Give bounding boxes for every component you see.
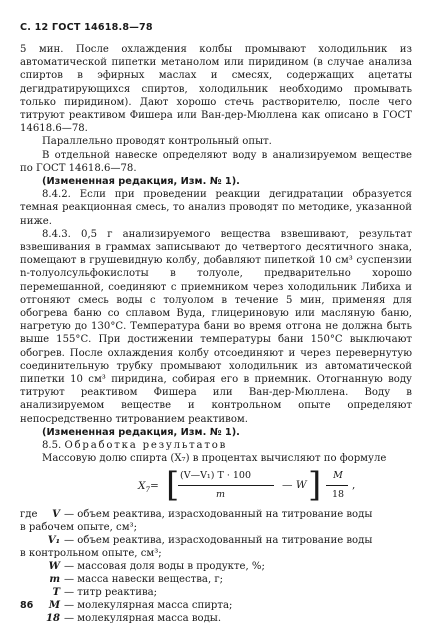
- formula-molar-numerator: M: [333, 469, 343, 481]
- definition-item: V₁ — объем реактива, израсходованный на титрование воды: [47, 534, 373, 546]
- definitions-lead: где: [20, 508, 38, 520]
- formula-left-bracket: [: [166, 464, 180, 505]
- formula-right-bracket: ]: [308, 464, 322, 505]
- edit-note-1: (Измененная редакция, Изм. № 1).: [42, 176, 240, 188]
- formula-lhs: $X_7=$: [138, 479, 159, 494]
- section-heading: [20, 439, 412, 452]
- definition-continuation: в контрольном опыте, см³;: [20, 547, 162, 559]
- definition-continuation: в рабочем опыте, см³;: [20, 521, 137, 533]
- definition-item: 18 — молекулярная масса воды.: [45, 612, 222, 624]
- page-header: С. 12 ГОСТ 14618.8—78: [20, 22, 153, 33]
- definition-item: где V — объем реактива, израсходованный на титрование воды: [20, 508, 373, 520]
- formula-molar-bar: [326, 485, 348, 486]
- formula-fraction-bar: [178, 485, 274, 486]
- paragraph-2: Параллельно проводят контрольный опыт.: [42, 136, 272, 148]
- formula: [20, 464, 412, 506]
- section-number: 8.5.: [42, 440, 62, 452]
- formula-minus-w: — W: [282, 478, 307, 491]
- definition-item: T — титр реактива;: [52, 586, 158, 598]
- page-number: 86: [20, 600, 34, 611]
- paragraph-formula-intro: Массовую долю спирта (X₇) в процентах вычисляют по формуле: [42, 453, 387, 465]
- definition-item: m — масса навески вещества, г;: [49, 573, 224, 585]
- formula-molar-denominator: 18: [331, 488, 345, 500]
- paragraph-1: 5 мин. После охлаждения колбы промывают холодильник из автоматической пипетки метанолом или пиридином (в случае анализа спиртов в эфирных маслах и смесях, содержащих ацетаты дегидратирующихся спиртов, холодильник необходимо промывать только пиридином). Дают хорошо стечь растворителю, после чего титруют реактивом Фишера или Ван-дер-Мюллена как описано в ГОСТ 14618.6—78.: [20, 44, 412, 135]
- paragraph-3: В отдельной навеске определяют воду в анализируемом веществе по ГОСТ 14618.6—78.: [20, 149, 412, 174]
- definition-item: M — молекулярная масса спирта;: [48, 599, 233, 611]
- formula-denominator: m: [216, 488, 226, 500]
- section-title: Обработка результатов: [64, 440, 228, 452]
- document-page: [20, 22, 412, 625]
- definitions-list: [20, 508, 412, 625]
- paragraph-8-4-3: 8.4.3. 0,5 г анализируемого вещества взвешивают, результат взвешивания в граммах записывают до четвертого десятичного знака, помещают в грушевидную колбу, добавляют пипеткой 10 см³ суспензии n-толуолсульфокислоты в толуоле, предварительно хорошо перемешанной, соединяют с приемником через холодильник Либиха и отгоняют смесь воды с толуолом в течение 5 мин, применяя для обогрева баню со сплавом Вуда, глицериновую или масляную баню, нагретую до 130°С. Температура бани во время отгона не должна быть выше 155°С. При достижении температуры бани 150°С выключают обогрев. После охлаждения колбу отсоединяют и через перевернутую соединительную трубку промывают холодильник из автоматической пипетки 10 см³ пиридина, собирая его в приемник. Отогнанную воду титруют реактивом Фишера или Ван-дер-Мюллена. Воду в анализируемом веществе и контрольном опыте определяют непосредственно титрованием реактивом.: [20, 228, 412, 425]
- definition-item: W — массовая доля воды в продукте, %;: [48, 560, 265, 572]
- edit-note-2: (Измененная редакция, Изм. № 1).: [42, 426, 240, 438]
- formula-numerator: (V—V₁) T · 100: [180, 469, 251, 481]
- formula-end: ,: [352, 478, 356, 491]
- paragraph-8-4-2: 8.4.2. Если при проведении реакции дегидратации образуется темная реакционная смесь, то анализ проводят по методике, указанной ниже.: [20, 189, 412, 227]
